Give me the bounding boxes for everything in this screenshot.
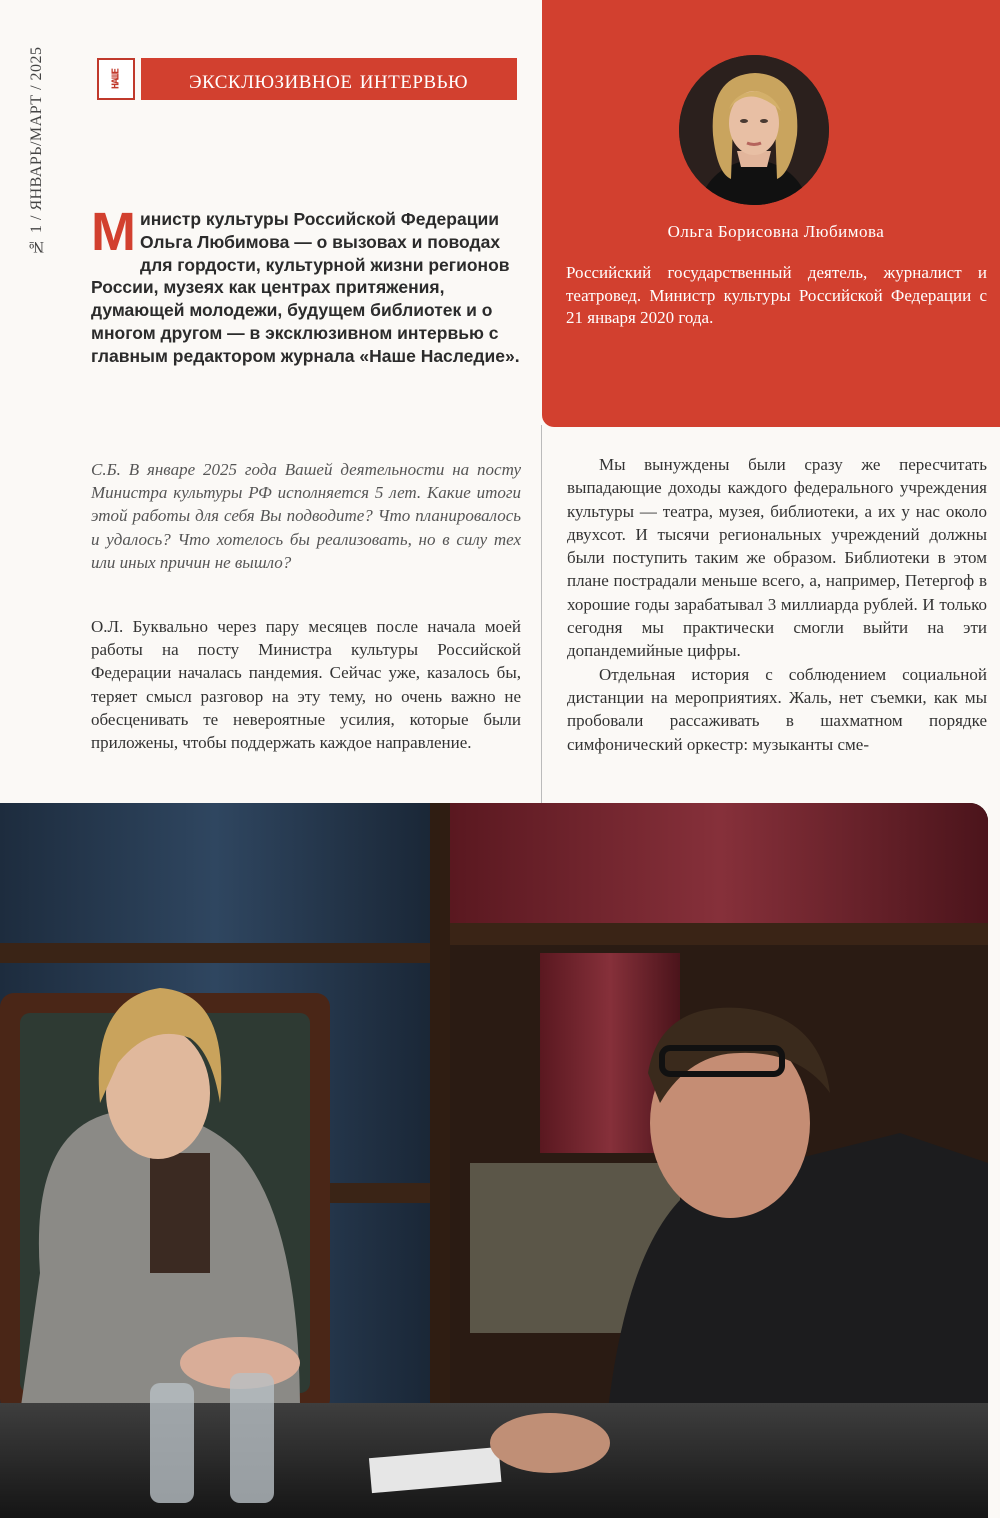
rubric-title: эксклюзивное интервью xyxy=(141,58,517,100)
interview-photo xyxy=(0,803,988,1518)
lead-paragraph xyxy=(91,202,521,368)
issue-spine: № 1 / ЯНВАРЬ/МАРТ / 2025 xyxy=(28,46,45,256)
paragraph: Мы вынуждены были сразу же пересчитать выпадающие доходы каждого федерального учреждения культуры — театра, музея, библиотеки, а их у нас около двухсот. И тысячи региональных учреждений должны были поступить таким же образом. Библиотеки в этом плане пострадали меньше всего, а, например, Петергоф в хорошие годы зарабатывал 3 миллиарда рублей. И только сегодня мы практически смогли выйти на эти допандемийные цифры. xyxy=(567,455,987,661)
magazine-logo: НАШЕ xyxy=(97,58,135,100)
article-column-right xyxy=(567,453,987,756)
person-bio: Российский государственный деятель, журналист и театровед. Министр культуры Российской Федерации с 21 января 2020 года. xyxy=(566,263,987,327)
interview-answer: О.Л. Буквально через пару месяцев после начала моей работы на посту Министра культуры Российской Федерации началась пандемия. Сейчас уже, казалось бы, теряет смысл разговор на эту тему, но очень важно не обесценивать те невероятные усилия, которые были приложены, чтобы поддержать каждое направление. xyxy=(91,617,521,753)
person-name: Ольга Борисовна Любимова xyxy=(667,222,885,241)
interview-question: С.Б. В январе 2025 года Вашей деятельности на посту Министра культуры РФ исполняется 5 лет. Какие итоги этой работы для себя Вы подводите? Что планировалось и удалось? Что хотелось бы реализовать, но в силу тех или иных причин не вышло? xyxy=(91,460,521,572)
drop-cap: М xyxy=(91,202,136,262)
lead-text: инистр культуры Российской Федерации Ольга Любимова — о вызовах и поводах для гордости, культурной жизни регионов России, музеях как центрах притяжения, думающей молодежи, будущем библиотек и о многом другом — в эксклюзивном интервью с главным редактором журнала «Наше Наследие». xyxy=(91,209,520,366)
portrait-photo xyxy=(679,55,829,205)
rubric-header xyxy=(97,58,517,100)
column-divider xyxy=(541,425,542,805)
paragraph: Отдельная история с соблюдением социальной дистанции на мероприятиях. Жаль, нет съемки, как мы пробовали рассаживать в шахматном порядке симфонический оркестр: музыканты сме- xyxy=(567,664,987,754)
profile-card xyxy=(542,0,1000,427)
